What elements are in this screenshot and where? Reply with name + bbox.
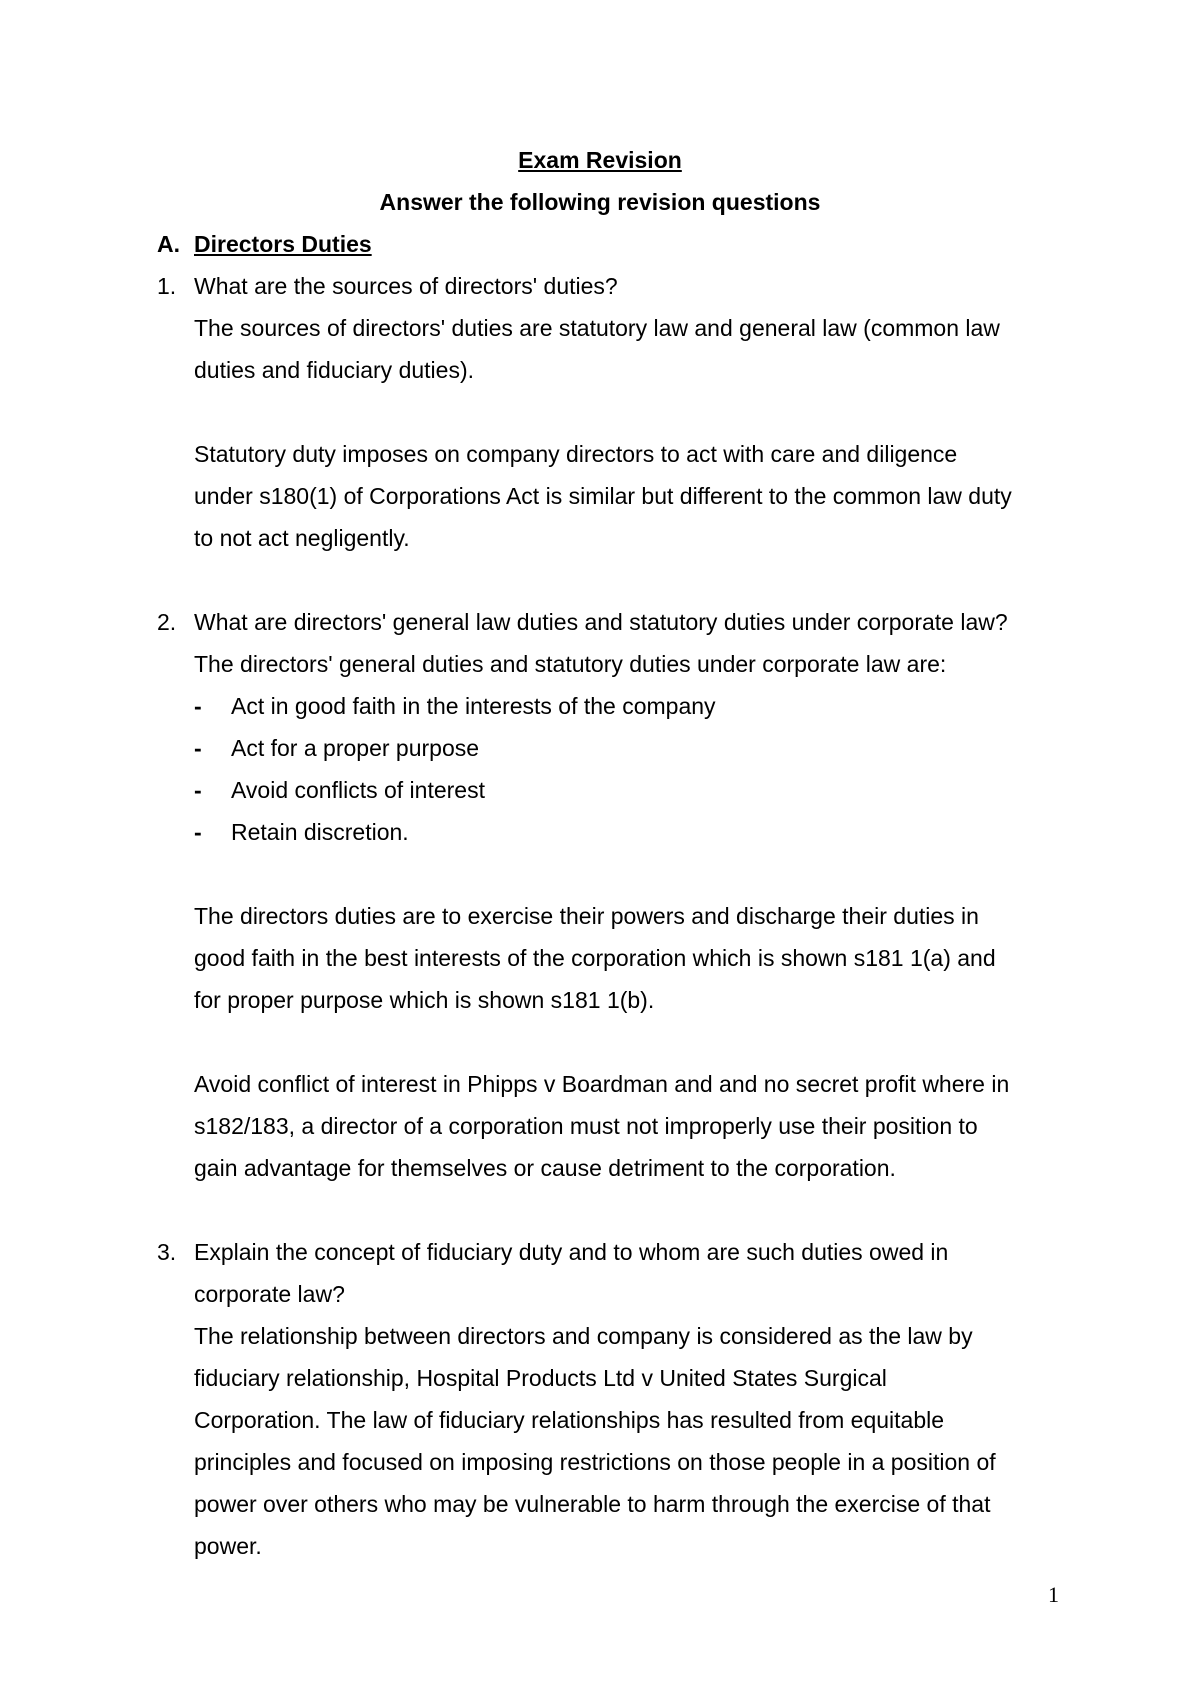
- question-3-text: corporate law?: [194, 1281, 345, 1307]
- q3-answer-line: power over others who may be vulnerable to harm through the exercise of that: [194, 1491, 991, 1517]
- section-heading: Directors Duties: [194, 231, 372, 257]
- bullet-marker: -: [194, 735, 202, 761]
- q3-answer-line: fiduciary relationship, Hospital Products Ltd v United States Surgical: [194, 1365, 887, 1391]
- q2-para3-line: s182/183, a director of a corporation must not improperly use their position to: [194, 1113, 978, 1139]
- question-number-2: 2.: [157, 609, 177, 635]
- q3-answer-line: power.: [194, 1533, 262, 1559]
- q2-para3-line: Avoid conflict of interest in Phipps v Boardman and and no secret profit where in: [194, 1071, 1010, 1097]
- bullet-marker: -: [194, 777, 202, 803]
- question-number-1: 1.: [157, 273, 177, 299]
- q2-para3-line: gain advantage for themselves or cause detriment to the corporation.: [194, 1155, 896, 1181]
- question-3-text: Explain the concept of fiduciary duty and to whom are such duties owed in: [194, 1239, 949, 1265]
- q2-intro: The directors' general duties and statutory duties under corporate law are:: [194, 651, 947, 677]
- q1-para2-line: Statutory duty imposes on company directors to act with care and diligence: [194, 441, 958, 467]
- q3-answer-line: Corporation. The law of fiduciary relationships has resulted from equitable: [194, 1407, 945, 1433]
- q2-para2-line: for proper purpose which is shown s181 1(b).: [194, 987, 655, 1013]
- q2-para2-line: good faith in the best interests of the corporation which is shown s181 1(a) and: [194, 945, 996, 971]
- page-title: Exam Revision: [518, 147, 682, 173]
- bullet-item: Act in good faith in the interests of the company: [231, 693, 716, 719]
- q1-para2-line: under s180(1) of Corporations Act is similar but different to the common law duty: [194, 483, 1012, 509]
- page-subtitle: Answer the following revision questions: [379, 189, 821, 215]
- q1-answer-line: The sources of directors' duties are statutory law and general law (common law: [194, 315, 1000, 341]
- q1-para2-line: to not act negligently.: [194, 525, 410, 551]
- bullet-marker: -: [194, 693, 202, 719]
- bullet-item: Retain discretion.: [231, 819, 409, 845]
- section-letter: A.: [157, 231, 180, 257]
- question-number-3: 3.: [157, 1239, 177, 1265]
- bullet-item: Act for a proper purpose: [231, 735, 480, 761]
- q2-para2-line: The directors duties are to exercise their powers and discharge their duties in: [194, 903, 979, 929]
- question-2-text: What are directors' general law duties and statutory duties under corporate law?: [194, 609, 1008, 635]
- bullet-marker: -: [194, 819, 202, 845]
- page-number: 1: [1048, 1582, 1059, 1607]
- q1-answer-line: duties and fiduciary duties).: [194, 357, 474, 383]
- q3-answer-line: principles and focused on imposing restrictions on those people in a position of: [194, 1449, 996, 1475]
- q3-answer-line: The relationship between directors and company is considered as the law by: [194, 1323, 973, 1349]
- bullet-item: Avoid conflicts of interest: [231, 777, 485, 803]
- question-1-text: What are the sources of directors' duties?: [194, 273, 618, 299]
